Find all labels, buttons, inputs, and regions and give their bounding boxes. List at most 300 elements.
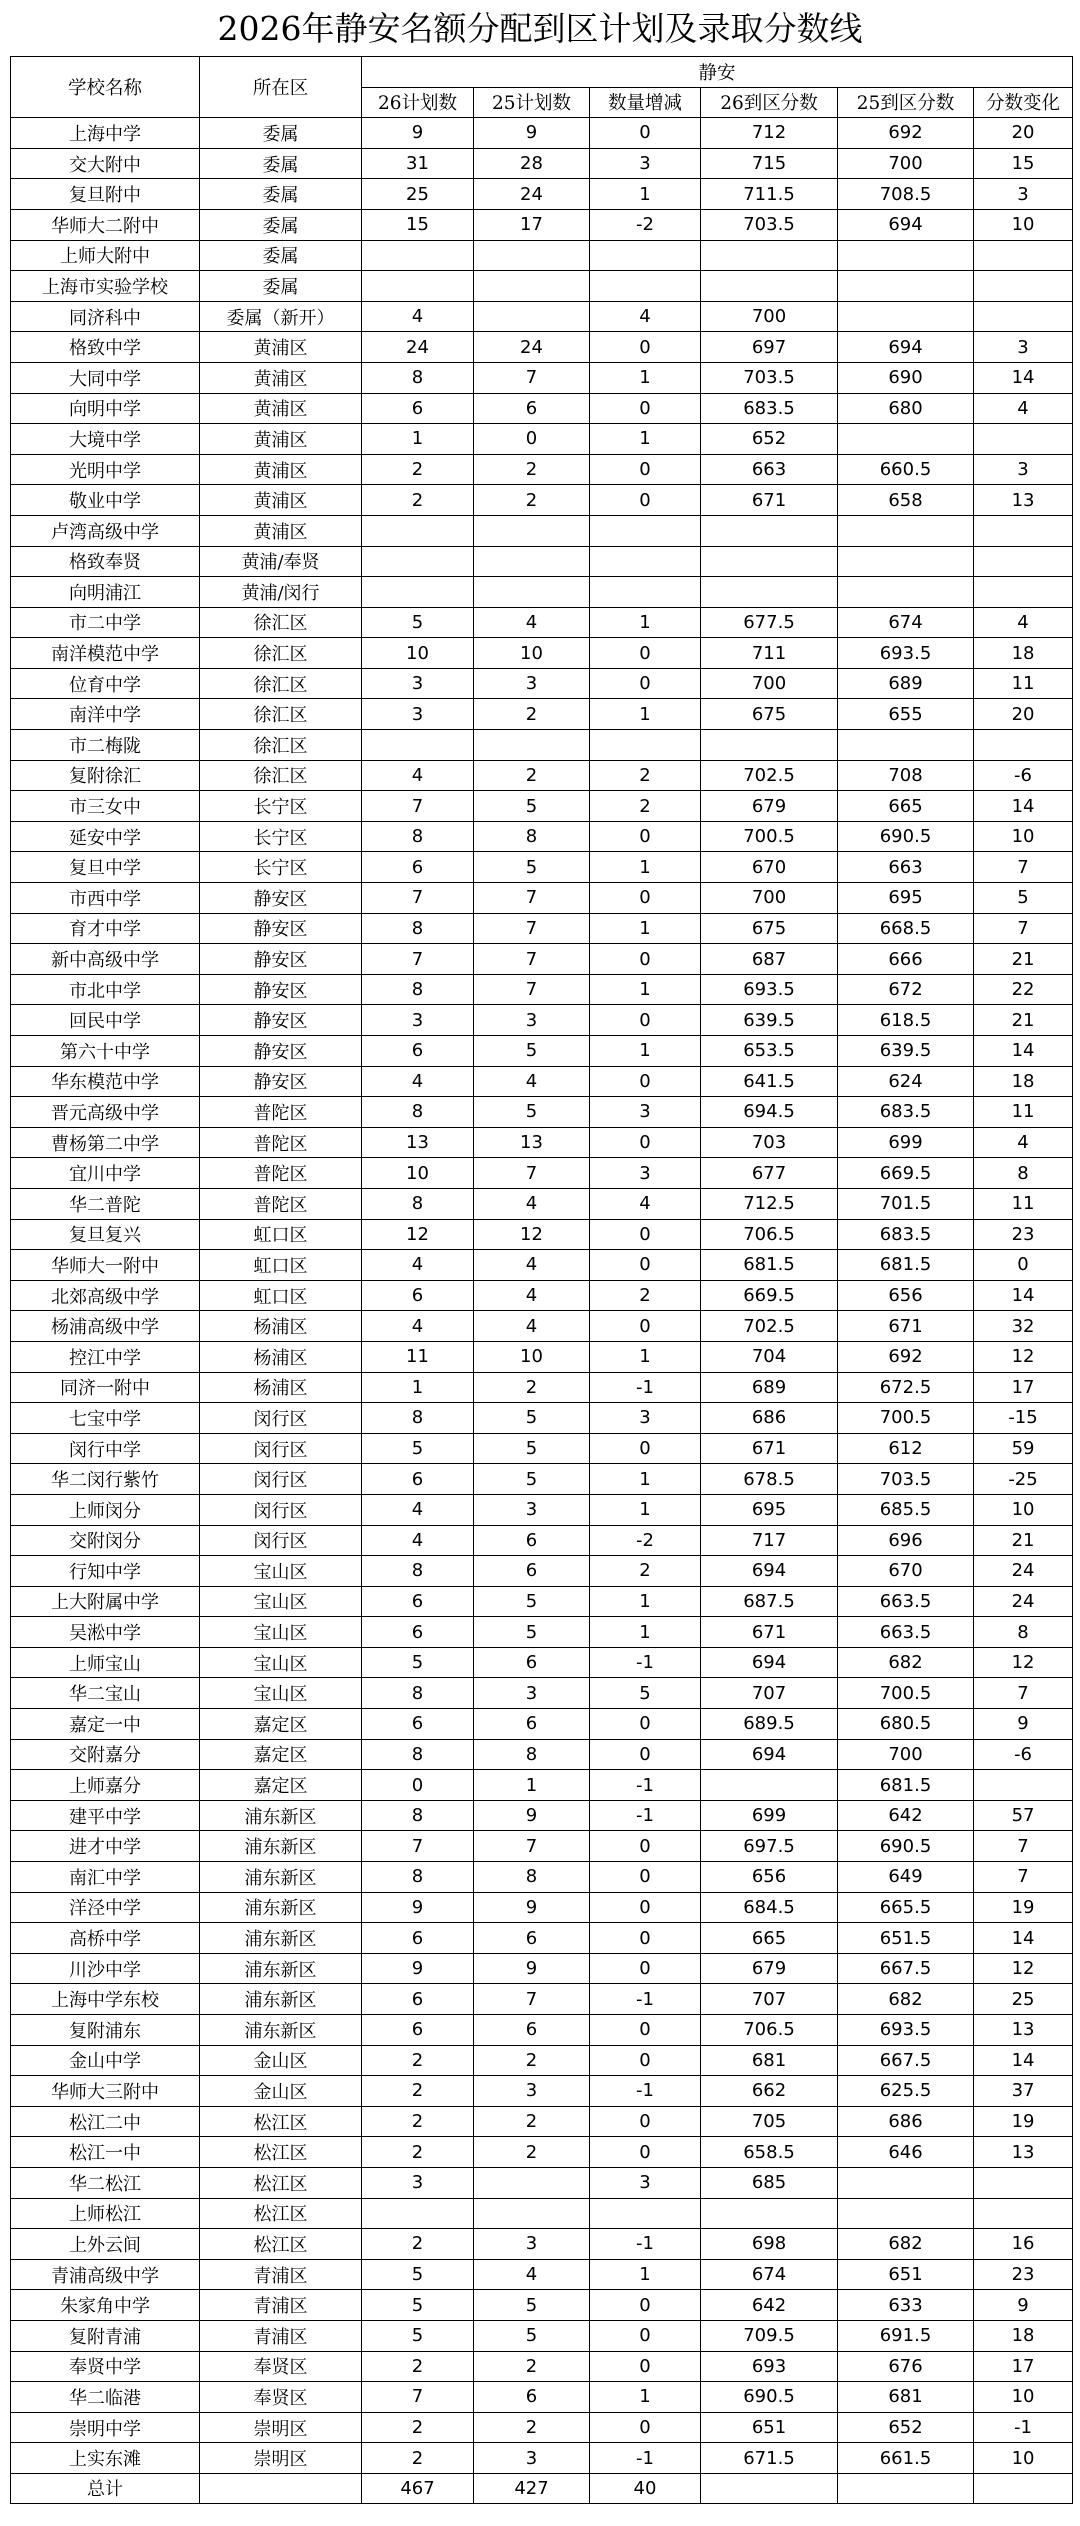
score-change: 9 xyxy=(974,1709,1073,1740)
table-row xyxy=(11,2259,1073,2290)
plan-25: 3 xyxy=(474,2229,590,2260)
score-26: 675 xyxy=(701,913,838,944)
district: 闵行区 xyxy=(200,1403,362,1434)
plan-change: 0 xyxy=(590,2106,701,2137)
score-26: 694.5 xyxy=(701,1097,838,1128)
table-row xyxy=(11,2198,1073,2229)
score-26 xyxy=(701,2198,838,2229)
plan-26: 8 xyxy=(362,1678,474,1709)
score-change: 37 xyxy=(974,2076,1073,2107)
plan-change: 0 xyxy=(590,1219,701,1250)
plan-change: 0 xyxy=(590,1311,701,1342)
score-26: 705 xyxy=(701,2106,838,2137)
plan-26: 6 xyxy=(362,1709,474,1740)
plan-26 xyxy=(362,546,474,577)
plan-26: 5 xyxy=(362,1433,474,1464)
score-25: 683.5 xyxy=(838,1097,974,1128)
plan-25: 7 xyxy=(474,1158,590,1189)
score-change: 14 xyxy=(974,1036,1073,1067)
school-name: 行知中学 xyxy=(11,1556,200,1587)
plan-26: 4 xyxy=(362,1066,474,1097)
district: 虹口区 xyxy=(200,1280,362,1311)
score-26: 658.5 xyxy=(701,2137,838,2168)
school-name: 华二宝山 xyxy=(11,1678,200,1709)
plan-26: 6 xyxy=(362,852,474,883)
score-25: 689 xyxy=(838,668,974,699)
score-25: 708 xyxy=(838,760,974,791)
score-25: 681.5 xyxy=(838,1770,974,1801)
score-change: 24 xyxy=(974,1586,1073,1617)
plan-change: 1 xyxy=(590,1617,701,1648)
district: 徐汇区 xyxy=(200,668,362,699)
score-25: 682 xyxy=(838,2229,974,2260)
score-25: 681.5 xyxy=(838,1250,974,1281)
district: 浦东新区 xyxy=(200,1923,362,1954)
plan-25: 7 xyxy=(474,944,590,975)
plan-change: 0 xyxy=(590,1127,701,1158)
district: 杨浦区 xyxy=(200,1311,362,1342)
table-row xyxy=(11,546,1073,577)
plan-25: 17 xyxy=(474,209,590,240)
score-25 xyxy=(838,2167,974,2198)
district: 黄浦/闵行 xyxy=(200,577,362,608)
score-26: 653.5 xyxy=(701,1036,838,1067)
plan-change: 3 xyxy=(590,1158,701,1189)
district: 松江区 xyxy=(200,2198,362,2229)
score-25: 699 xyxy=(838,1127,974,1158)
school-name: 上师嘉分 xyxy=(11,1770,200,1801)
school-name: 复附徐汇 xyxy=(11,760,200,791)
score-change xyxy=(974,730,1073,761)
school-name: 上实东滩 xyxy=(11,2443,200,2474)
plan-26: 0 xyxy=(362,1770,474,1801)
table-row xyxy=(11,424,1073,455)
plan-25: 2 xyxy=(474,2137,590,2168)
score-25: 703.5 xyxy=(838,1464,974,1495)
score-26: 711 xyxy=(701,638,838,669)
plan-25: 7 xyxy=(474,1831,590,1862)
plan-change: 3 xyxy=(590,1097,701,1128)
plan-change: 1 xyxy=(590,913,701,944)
district: 青浦区 xyxy=(200,2259,362,2290)
plan-change: 0 xyxy=(590,454,701,485)
table-row xyxy=(11,1862,1073,1893)
district: 静安区 xyxy=(200,913,362,944)
plan-26: 1 xyxy=(362,1372,474,1403)
plan-change: -1 xyxy=(590,2443,701,2474)
school-name: 交附嘉分 xyxy=(11,1739,200,1770)
district: 浦东新区 xyxy=(200,1892,362,1923)
plan-25: 5 xyxy=(474,1036,590,1067)
district: 黄浦/奉贤 xyxy=(200,546,362,577)
plan-25: 3 xyxy=(474,2076,590,2107)
score-25: 663 xyxy=(838,852,974,883)
school-name: 上海中学东校 xyxy=(11,1984,200,2015)
plan-26: 4 xyxy=(362,1494,474,1525)
score-25: 700.5 xyxy=(838,1403,974,1434)
table-row xyxy=(11,638,1073,669)
score-25: 642 xyxy=(838,1800,974,1831)
plan-change: 0 xyxy=(590,2320,701,2351)
score-26: 665 xyxy=(701,1923,838,1954)
score-25: 670 xyxy=(838,1556,974,1587)
school-name: 回民中学 xyxy=(11,1005,200,1036)
school-name: 上师宝山 xyxy=(11,1647,200,1678)
school-name: 吴淞中学 xyxy=(11,1617,200,1648)
plan-25: 13 xyxy=(474,1127,590,1158)
score-change xyxy=(974,271,1073,302)
school-name: 敬业中学 xyxy=(11,485,200,516)
table-row xyxy=(11,760,1073,791)
plan-25: 6 xyxy=(474,2382,590,2413)
plan-change: 1 xyxy=(590,424,701,455)
plan-25: 10 xyxy=(474,638,590,669)
score-change: 13 xyxy=(974,485,1073,516)
score-26: 662 xyxy=(701,2076,838,2107)
table-row xyxy=(11,913,1073,944)
plan-change: 1 xyxy=(590,1494,701,1525)
score-change: 7 xyxy=(974,1831,1073,1862)
plan-26: 9 xyxy=(362,1892,474,1923)
plan-change: 0 xyxy=(590,821,701,852)
plan-25: 3 xyxy=(474,2443,590,2474)
table-row xyxy=(11,2106,1073,2137)
district: 崇明区 xyxy=(200,2443,362,2474)
score-25: 646 xyxy=(838,2137,974,2168)
district: 黄浦区 xyxy=(200,424,362,455)
score-25 xyxy=(838,301,974,332)
score-25: 682 xyxy=(838,1984,974,2015)
plan-25: 7 xyxy=(474,913,590,944)
table-row xyxy=(11,577,1073,608)
plan-26: 5 xyxy=(362,2320,474,2351)
plan-change: -1 xyxy=(590,1770,701,1801)
district: 松江区 xyxy=(200,2167,362,2198)
school-name: 复旦附中 xyxy=(11,179,200,210)
district: 委属 xyxy=(200,148,362,179)
table-row xyxy=(11,1525,1073,1556)
score-change xyxy=(974,2198,1073,2229)
plan-25: 7 xyxy=(474,1984,590,2015)
plan-25: 5 xyxy=(474,1464,590,1495)
table-row xyxy=(11,2045,1073,2076)
score-26: 697 xyxy=(701,332,838,363)
plan-26: 6 xyxy=(362,1036,474,1067)
score-change xyxy=(974,546,1073,577)
score-26: 685 xyxy=(701,2167,838,2198)
table-row xyxy=(11,1066,1073,1097)
score-change: 10 xyxy=(974,1494,1073,1525)
score-25: 651.5 xyxy=(838,1923,974,1954)
school-name: 川沙中学 xyxy=(11,1953,200,1984)
score-26: 703.5 xyxy=(701,362,838,393)
table-row xyxy=(11,1005,1073,1036)
plan-26: 3 xyxy=(362,2167,474,2198)
plan-change: 0 xyxy=(590,332,701,363)
score-change: 12 xyxy=(974,1341,1073,1372)
score-change: 4 xyxy=(974,393,1073,424)
school-name: 新中高级中学 xyxy=(11,944,200,975)
plan-change: 1 xyxy=(590,2259,701,2290)
score-change: 25 xyxy=(974,1984,1073,2015)
school-name: 高桥中学 xyxy=(11,1923,200,1954)
school-name: 上海中学 xyxy=(11,118,200,149)
table-row xyxy=(11,2351,1073,2382)
plan-26: 6 xyxy=(362,1586,474,1617)
plan-26: 2 xyxy=(362,2045,474,2076)
plan-25: 4 xyxy=(474,1250,590,1281)
score-25: 686 xyxy=(838,2106,974,2137)
plan-26: 2 xyxy=(362,2076,474,2107)
score-change: 12 xyxy=(974,1647,1073,1678)
table-row xyxy=(11,1036,1073,1067)
school-name: 向明中学 xyxy=(11,393,200,424)
score-change: 8 xyxy=(974,1617,1073,1648)
district: 浦东新区 xyxy=(200,1953,362,1984)
plan-change: 1 xyxy=(590,974,701,1005)
plan-change: -1 xyxy=(590,1372,701,1403)
table-row xyxy=(11,1127,1073,1158)
score-26: 656 xyxy=(701,1862,838,1893)
plan-26: 8 xyxy=(362,821,474,852)
plan-25: 4 xyxy=(474,1311,590,1342)
score-25 xyxy=(838,240,974,271)
district: 浦东新区 xyxy=(200,1984,362,2015)
score-26: 689 xyxy=(701,1372,838,1403)
plan-25: 5 xyxy=(474,1097,590,1128)
plan-26: 2 xyxy=(362,2412,474,2443)
plan-25: 6 xyxy=(474,1525,590,1556)
school-name: 南洋中学 xyxy=(11,699,200,730)
school-name: 第六十中学 xyxy=(11,1036,200,1067)
plan-change: 0 xyxy=(590,2290,701,2321)
score-26: 703 xyxy=(701,1127,838,1158)
score-26: 679 xyxy=(701,1953,838,1984)
score-change: 14 xyxy=(974,2045,1073,2076)
score-change: 10 xyxy=(974,2443,1073,2474)
table-row xyxy=(11,2076,1073,2107)
plan-26: 6 xyxy=(362,393,474,424)
school-name: 南汇中学 xyxy=(11,1862,200,1893)
table-row xyxy=(11,730,1073,761)
table-row xyxy=(11,1678,1073,1709)
district: 静安区 xyxy=(200,1005,362,1036)
plan-26: 4 xyxy=(362,1311,474,1342)
quota-table xyxy=(10,56,1073,2504)
plan-change: 1 xyxy=(590,1341,701,1372)
table-row xyxy=(11,1341,1073,1372)
table-row xyxy=(11,1586,1073,1617)
table-row xyxy=(11,1280,1073,1311)
plan-change: 0 xyxy=(590,1005,701,1036)
plan-25: 4 xyxy=(474,607,590,638)
score-change: 21 xyxy=(974,944,1073,975)
score-26: 702.5 xyxy=(701,1311,838,1342)
plan-26: 5 xyxy=(362,2259,474,2290)
plan-change: 3 xyxy=(590,1403,701,1434)
table-row xyxy=(11,607,1073,638)
school-name: 市三女中 xyxy=(11,791,200,822)
district: 普陀区 xyxy=(200,1127,362,1158)
score-25 xyxy=(838,271,974,302)
district: 嘉定区 xyxy=(200,1709,362,1740)
score-25: 672.5 xyxy=(838,1372,974,1403)
district: 委属 xyxy=(200,209,362,240)
plan-change: 0 xyxy=(590,1739,701,1770)
score-25: 693.5 xyxy=(838,2015,974,2046)
plan-26: 7 xyxy=(362,883,474,914)
school-name: 北郊高级中学 xyxy=(11,1280,200,1311)
school-name: 格致中学 xyxy=(11,332,200,363)
plan-26: 9 xyxy=(362,1953,474,1984)
header-group: 静安 xyxy=(362,57,1073,88)
district: 委属 xyxy=(200,240,362,271)
plan-26: 8 xyxy=(362,1097,474,1128)
school-name: 延安中学 xyxy=(11,821,200,852)
score-change: 11 xyxy=(974,1188,1073,1219)
score-change: 20 xyxy=(974,118,1073,149)
district: 金山区 xyxy=(200,2076,362,2107)
score-change xyxy=(974,1770,1073,1801)
district: 静安区 xyxy=(200,944,362,975)
school-name: 上大附属中学 xyxy=(11,1586,200,1617)
table-row xyxy=(11,2229,1073,2260)
score-change: 14 xyxy=(974,1923,1073,1954)
score-26: 700.5 xyxy=(701,821,838,852)
school-name: 上师大附中 xyxy=(11,240,200,271)
plan-26: 8 xyxy=(362,974,474,1005)
table-row xyxy=(11,2412,1073,2443)
plan-26: 6 xyxy=(362,2015,474,2046)
school-name: 嘉定一中 xyxy=(11,1709,200,1740)
score-change: 10 xyxy=(974,2382,1073,2413)
score-change: 3 xyxy=(974,179,1073,210)
table-row xyxy=(11,1831,1073,1862)
score-change xyxy=(974,424,1073,455)
table-row xyxy=(11,852,1073,883)
score-26: 707 xyxy=(701,1678,838,1709)
plan-26: 6 xyxy=(362,1617,474,1648)
score-change: 4 xyxy=(974,1127,1073,1158)
plan-26: 6 xyxy=(362,1280,474,1311)
school-name: 华二临港 xyxy=(11,2382,200,2413)
score-25: 680.5 xyxy=(838,1709,974,1740)
school-name: 上外云间 xyxy=(11,2229,200,2260)
school-name: 同济一附中 xyxy=(11,1372,200,1403)
plan-change: -1 xyxy=(590,1984,701,2015)
header-col: 26计划数 xyxy=(362,87,474,118)
score-change: -1 xyxy=(974,2412,1073,2443)
score-change: 21 xyxy=(974,1005,1073,1036)
plan-25: 9 xyxy=(474,1892,590,1923)
plan-change: 1 xyxy=(590,2382,701,2413)
score-25: 663.5 xyxy=(838,1617,974,1648)
score-26: 699 xyxy=(701,1800,838,1831)
score-25: 696 xyxy=(838,1525,974,1556)
score-26: 684.5 xyxy=(701,1892,838,1923)
district: 徐汇区 xyxy=(200,638,362,669)
score-change: 19 xyxy=(974,2106,1073,2137)
school-name: 市北中学 xyxy=(11,974,200,1005)
score-25: 694 xyxy=(838,209,974,240)
score-25: 691.5 xyxy=(838,2320,974,2351)
score-change: -25 xyxy=(974,1464,1073,1495)
district: 委属 xyxy=(200,179,362,210)
table-row xyxy=(11,1953,1073,1984)
school-name: 曹杨第二中学 xyxy=(11,1127,200,1158)
plan-change: 2 xyxy=(590,1280,701,1311)
score-change xyxy=(974,577,1073,608)
header-col: 25计划数 xyxy=(474,87,590,118)
district: 普陀区 xyxy=(200,1097,362,1128)
score-change: 14 xyxy=(974,1280,1073,1311)
plan-26: 2 xyxy=(362,2351,474,2382)
score-25: 674 xyxy=(838,607,974,638)
table-row xyxy=(11,1494,1073,1525)
score-26: 694 xyxy=(701,1739,838,1770)
district: 黄浦区 xyxy=(200,332,362,363)
plan-change: 5 xyxy=(590,1678,701,1709)
table-row xyxy=(11,148,1073,179)
table-row xyxy=(11,668,1073,699)
score-26: 671 xyxy=(701,1617,838,1648)
plan-change: 0 xyxy=(590,1250,701,1281)
score-25: 663.5 xyxy=(838,1586,974,1617)
score-26: 651 xyxy=(701,2412,838,2443)
score-26: 712 xyxy=(701,118,838,149)
score-25: 683.5 xyxy=(838,1219,974,1250)
score-change: 23 xyxy=(974,2259,1073,2290)
plan-change: 1 xyxy=(590,607,701,638)
score-change: 13 xyxy=(974,2137,1073,2168)
plan-26: 4 xyxy=(362,1250,474,1281)
plan-change: -1 xyxy=(590,1647,701,1678)
score-26: 671 xyxy=(701,485,838,516)
score-25: 690.5 xyxy=(838,821,974,852)
plan-change: 2 xyxy=(590,760,701,791)
header-col: 分数变化 xyxy=(974,87,1073,118)
score-26: 709.5 xyxy=(701,2320,838,2351)
district: 委属 xyxy=(200,118,362,149)
score-change: 7 xyxy=(974,1678,1073,1709)
plan-26 xyxy=(362,730,474,761)
plan-26: 8 xyxy=(362,1556,474,1587)
score-26: 715 xyxy=(701,148,838,179)
score-25 xyxy=(838,515,974,546)
plan-26: 2 xyxy=(362,2106,474,2137)
plan-26: 2 xyxy=(362,485,474,516)
score-25: 665.5 xyxy=(838,1892,974,1923)
plan-change: 1 xyxy=(590,699,701,730)
plan-26: 3 xyxy=(362,668,474,699)
district: 松江区 xyxy=(200,2137,362,2168)
plan-change: 2 xyxy=(590,1556,701,1587)
score-25: 695 xyxy=(838,883,974,914)
score-26: 703.5 xyxy=(701,209,838,240)
district: 松江区 xyxy=(200,2106,362,2137)
plan-26 xyxy=(362,515,474,546)
plan-26: 5 xyxy=(362,2290,474,2321)
score-26: 639.5 xyxy=(701,1005,838,1036)
table-row xyxy=(11,2167,1073,2198)
school-name: 复附浦东 xyxy=(11,2015,200,2046)
plan-change: 0 xyxy=(590,118,701,149)
district: 黄浦区 xyxy=(200,485,362,516)
score-change: 15 xyxy=(974,148,1073,179)
district: 浦东新区 xyxy=(200,2015,362,2046)
school-name: 市二中学 xyxy=(11,607,200,638)
table-row xyxy=(11,1188,1073,1219)
